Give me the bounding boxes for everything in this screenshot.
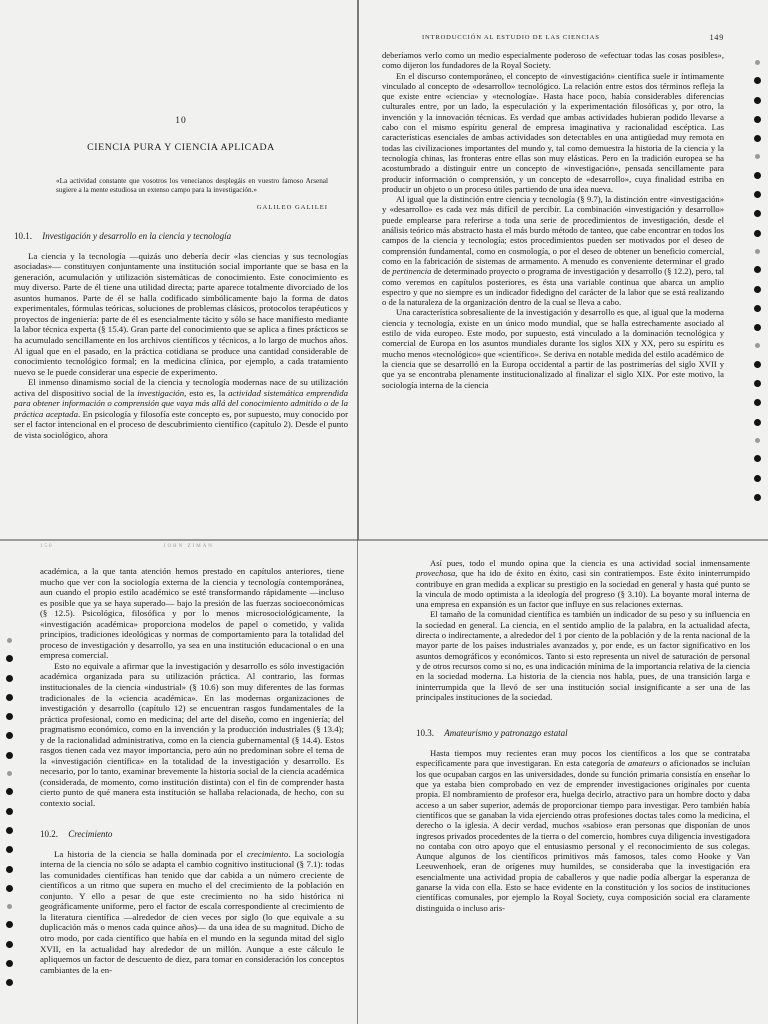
paragraph	[416, 558, 750, 609]
page-bottom-left	[0, 540, 358, 1024]
text-run: La historia de la ciencia se halla dominada por el	[54, 848, 248, 859]
page-number: 150	[40, 544, 54, 549]
binding-hole	[754, 172, 761, 179]
section-title: Crecimiento	[68, 828, 113, 839]
text-run: Al igual que la distinción entre ciencia y tecnología (§ 9.7), la distinción entre «investigación» y «desarrollo» es cada vez más difícil de percibir. La combinación «investigación y desarrollo» puede emplearse para referirse a toda una serie de procedimientos de investigación, desde el análisis teórico más abstracto hasta el más burdo método de tanteo, que cabe encontrar en todos los campos de la ciencia y tecnología; estos procedimientos pueden ser motivados por el deseo de comprensión fundamental, como en cosmología, o por el deseo de obtener un beneficio comercial, como en la fabricación de sistemas de armamento. A menudo es conveniente determinar el grado de	[382, 194, 724, 277]
epigraph-author: GALILEO GALILEI	[256, 203, 328, 211]
page-number: 149	[709, 33, 724, 42]
page-fold	[0, 539, 768, 541]
page-body	[416, 558, 750, 913]
running-head-title: INTRODUCCIÓN AL ESTUDIO DE LAS CIENCIAS	[422, 34, 600, 41]
text-run: o aficionados se incluían los que ocupaban cargos en las universidades, donde su función primaria consistía en enseñar lo que ya estaba bien comprobado en vez de emprender investigaciones originales por cuenta propia. El nombramiento de profesor era, huelga decirlo, atractivo para un hombre docto y daba acceso a un saber superior, además de proporcionar tiempo para investigar. Pero también había científicos que se ganaban la vida ejerciendo otras profesiones doctas tales como la medicina, el derecho o la iglesia. A decir verdad, muchos «sabios» eran personas que disponían de unos ingresos privados procedentes de la tierra o del comercio, hombres cuya diligencia investigadora no contaba con otro apoyo que el entusiasmo personal y el reconocimiento de sus colegas. Aunque algunos de los científicos primitivos más famosos, tales como Hooke y Van Leeuwenhoek, eran de orígenes muy humildes, se consideraba que la investigación era esencialmente una actividad propia de caballeros y que nadie podía albergar la esperanza de ganarse la vida con ella. Esto se hace evidente en la constitución y los socios de instituciones científicas comunales, por ejemplo la Royal Society, cuya composición social era claramente distinguida o incluso aris-	[416, 758, 751, 913]
binding-hole	[754, 475, 761, 482]
text-run: . La sociología interna de la ciencia no sólo se adapta el cambio cognitivo institucional (§ 7.1): todas las comunidades científicas han tenido que dar cabida a un número creciente de científicos a un ritmo que supera en mucho el del crecimiento de la población en conjunto. Y ello a pesar de que este crecimiento no ha sido histórica ni geográficamente uniforme, pero el factor de escala correspondiente al crecimiento de la literatura científica —alrededor de cien veces por siglo (lo que equivale a su duplicación más o menos cada quince años)— da una idea de su magnitud. Dicho de otro modo, por cada científico que había en el mundo en la segunda mitad del siglo XVII, en la actualidad hay alrededor de un millón. Aunque a este cálculo le apliquemos un factor de descuento de diez, para tomar en consideración los conceptos cambiantes de la en-	[40, 848, 344, 975]
binding-hole	[754, 361, 761, 368]
binding-hole	[6, 960, 13, 967]
binding-holes-right	[754, 60, 764, 513]
binding-hole	[6, 713, 13, 720]
text-run: El inmenso dinamismo social de la ciencia y tecnología modernas nace de su utilización activa del dispositivo social de la	[14, 377, 348, 398]
emphasis: crecimiento	[247, 848, 289, 859]
binding-hole	[754, 286, 761, 293]
binding-hole	[6, 846, 13, 853]
paragraph	[416, 748, 750, 913]
binding-hole	[6, 885, 13, 892]
binding-hole	[6, 694, 13, 701]
running-head	[40, 540, 344, 558]
paragraph: académica, a la que tanta atención hemos prestado en capítulos anteriores, tiene mucho que ver con la sociología externa de la ciencia y tecnología contemporánea, aun cuando el propio estilo académico se esté transformando rápidamente —incluso es posible que ya se haya superado— bajo la presión de las fuerzas socioeconómicas (§ 12.5). Psicológica, filosófica y por lo menos microsociológicamente, la «investigación académica» proporciona modelos de papel o cometido, y valida principios, tradiciones ideológicas y normas de comportamiento para la totalidad del proceso de investigación y desarrollo, ya sea en una institución educacional o en una empresa comercial.	[40, 566, 344, 661]
page-bottom-right	[358, 540, 768, 1024]
binding-hole	[6, 866, 13, 873]
binding-hole	[754, 97, 761, 104]
paragraph	[14, 377, 348, 440]
text-run: Así pues, todo el mundo opina que la ciencia es una actividad social inmensamente	[430, 558, 750, 568]
paragraph: Una característica sobresaliente de la investigación y desarrollo es que, al igual que la moderna ciencia y tecnología, existe en un único modo mundial, que se halla estrechamente asociado al estilo de vida europeo. Este modo, por supuesto, está vinculado a la dominación tecnológica y comercial de Europa en los asuntos mundiales durante los siglos XIX y XX, pero su espíritu es mucho menos «tecnológico» que «científico». Se deriva en notable medida del estilo académico de la ciencia que se desarrolló en la Europa occidental a partir de las postrimerías del siglo XVII y que ya se encontraba plenamente institucionalizado al finalizar el siglo XIX. Por este motivo, la sociología interna de la ciencia	[382, 307, 724, 390]
chapter-title: CIENCIA PURA Y CIENCIA APLICADA	[87, 142, 275, 153]
binding-hole	[6, 941, 13, 948]
binding-hole	[755, 343, 760, 348]
paragraph: En el discurso contemporáneo, el concepto de «investigación» científica suele ir íntimamente vinculado al concepto de «desarrollo» tecnológico. La relación entre estos dos términos refleja la que existe entre «ciencia» y «tecnología». Hasta hace poco, había considerables diferencias culturales entre, por un lado, la especulación y la experimentación filosóficas y, por otro, la invención y la innovación técnicas. Es verdad que ambas actividades hubieran podido llevarse a cabo con el mismo espíritu general de empresa imaginativa y racionalidad escéptica. Las características esenciales de ambas actividades son detectables en una antigüedad muy remota en todas las civilizaciones importantes del mundo y, tal como demuestra la historia de la ciencia y la tecnología chinas, las fronteras entre ellas son muy elásticas. Pero en la tradición europea se ha acostumbrado a distinguir entre un concepto de «investigación», pensada sencillamente para producir información o comprensión, y un concepto de «desarrollo», cuya finalidad estriba en producir un objeto o un proceso útiles partiendo de una idea nueva.	[382, 70, 724, 194]
binding-hole	[754, 455, 761, 462]
binding-hole	[755, 154, 760, 159]
binding-hole	[754, 419, 761, 426]
running-head	[382, 34, 724, 50]
binding-hole	[6, 732, 13, 739]
binding-hole	[754, 191, 761, 198]
section-number: 10.1.	[14, 230, 32, 241]
binding-hole	[754, 266, 761, 273]
binding-hole	[6, 827, 13, 834]
binding-hole	[6, 979, 13, 986]
binding-hole	[6, 788, 13, 795]
section-number: 10.3.	[416, 728, 434, 739]
paragraph	[382, 194, 724, 307]
section-heading-10-2	[40, 829, 344, 839]
paragraph: El tamaño de la comunidad científica es también un indicador de su peso y su influencia en la sociedad en general. La ciencia, en el sentido amplio de la palabra, en la actualidad afecta, directa o indirectamente, a alrededor del 1 por ciento de la población y de la renta nacional de la mayor parte de los países industriales avanzados y, por ende, es un factor significativo en los asuntos demográficos y económicos. Tanto si esto representa un nivel de saturación de personal y de otros recursos como si no, es una indicación mínima de la importancia relativa de la ciencia en la sociedad moderna. La historia de la ciencia nos habla, pues, de una transición larga e ininterrumpida que la llevó de ser una institución social insignificante a ser una de las principales instituciones de la sociedad.	[416, 609, 750, 702]
binding-hole	[755, 249, 760, 254]
section-title: Amateurismo y patronazgo estatal	[444, 728, 568, 739]
binding-hole	[6, 808, 13, 815]
running-head-title: JOHN ZIMAN	[163, 544, 214, 549]
page-top-left	[0, 0, 358, 540]
binding-hole	[754, 494, 761, 501]
binding-hole	[6, 752, 13, 759]
section-heading-10-3	[416, 728, 750, 738]
binding-hole	[754, 380, 761, 387]
binding-hole	[754, 399, 761, 406]
emphasis: investigación	[137, 387, 185, 398]
binding-hole	[754, 116, 761, 123]
binding-hole	[754, 210, 761, 217]
binding-hole	[754, 324, 761, 331]
paragraph	[40, 849, 344, 976]
binding-hole	[755, 60, 760, 65]
text-run: , que ha ido de éxito en éxito, casi sin contratiempos. Este éxito ininterrumpido contribuye en gran medida a explicar su prestigio en la sociedad en general y hasta qué punto se la vincula de modo optimista a la ideología del progreso (§ 3.10). La boyante moral interna de una empresa en expansión es un factor que influye en sus relaciones externas.	[416, 568, 750, 610]
paragraph: La ciencia y la tecnología —quizás uno debería decir «las ciencias y sus tecnologías asociadas»— constituyen conjuntamente una institución social importante que se basa en la generación, acumulación y utilización sistemáticas de conocimiento. Este conocimiento es muy diverso. Parte de él tiene una utilidad directa; parte aparece totalmente divorciado de los asuntos humanos. Parte de él se halla codificado simbólicamente bajo la forma de datos experimentales, fórmulas teóricas, soluciones de problemas clásicos, protocolos terapéuticos y proyectos de ingeniería: parte de él es esencialmente tácito y sólo se hace manifiesto mediante la labor técnica experta (§ 15.4). Gran parte del conocimiento que se aplica a fines prácticos se ha acumulado sencillamente en los archivos científicos y técnicos, a lo largo de muchos años. Al igual que en el pasado, en la práctica cotidiana se produce una cantidad considerable de conocimiento tecnológico formal; en la medicina clínica, por ejemplo, a cada tratamiento nuevo se le puede considerar una especie de experimento.	[14, 250, 348, 377]
section-heading-10-1	[14, 231, 348, 241]
binding-hole	[7, 904, 12, 909]
binding-hole	[754, 230, 761, 237]
binding-hole	[754, 77, 761, 84]
binding-hole	[6, 921, 13, 928]
text-run: . En psicología y filosofía este concepto es, por supuesto, muy conocido por ser el factor intencional en el proceso de descubrimiento científico (capítulo 2). Desde el punto de vista sociológico, ahora	[14, 408, 349, 440]
binding-hole	[754, 305, 761, 312]
binding-hole	[6, 675, 13, 682]
section-title: Investigación y desarrollo en la ciencia y tecnología	[42, 230, 232, 241]
binding-hole	[6, 655, 13, 662]
section-number: 10.2.	[40, 828, 58, 839]
binding-hole	[7, 771, 12, 776]
page-top-right	[358, 0, 768, 540]
emphasis: amateurs	[627, 758, 660, 769]
binding-hole	[7, 638, 12, 643]
emphasis: actividad sistemática emprendida para obtener información o comprensión que vaya más allá del conocimiento admitido o de la práctica aceptada	[14, 387, 349, 419]
binding-hole	[755, 438, 760, 443]
text-run: Hasta tiempos muy recientes eran muy pocos los científicos a los que se contrataba específicamente para que investigaran. En esta categoría de	[416, 748, 750, 769]
emphasis: provechosa	[416, 568, 456, 579]
binding-holes-left	[6, 638, 16, 999]
page-body	[40, 566, 344, 975]
paragraph: deberíamos verlo como un medio especialmente poderoso de «efectuar todas las cosas posibles», como dijeron los fundadores de la Royal Society.	[382, 50, 724, 71]
text-run: , esto es, la	[184, 387, 229, 398]
chapter-number: 10	[175, 116, 187, 126]
paragraph: Esto no equivale a afirmar que la investigación y desarrollo es sólo investigación académica organizada para su utilización práctica. Al contrario, las formas institucionales de la ciencia «industrial» (§ 10.6) son muy diferentes de las formas tradicionales de la «ciencia académica». En las modernas organizaciones de investigación y desarrollo (capítulo 12) se encuentran rasgos fundamentales de la práctica profesional, como en medicina; del arte del diseño, como en ingeniería; del pragmatismo económico, como en la invención y la producción industriales (§ 13.4); y de la racionalidad administrativa, como en la ciencia gubernamental (§ 14.4). Estos rasgos tienen cada vez mayor importancia, pero aún no predominan sobre el tema de la «investigación científica» en la totalidad de la investigación y desarrollo. Es necesario, por lo tanto, examinar brevemente la historia social de la ciencia académica (considerada, de momento, como institución distinta) con el fin de comprender hasta cierto punto de qué manera esta institución se hallaba relacionada, de hecho, con su contexto social.	[40, 660, 344, 809]
emphasis: pertinencia	[392, 266, 432, 277]
page-gutter	[357, 0, 359, 540]
binding-hole	[754, 135, 761, 142]
page-gutter	[357, 540, 358, 1024]
epigraph: «La actividad constante que vosotros los venecianos desplegáis en vuestro famoso Arsenal sugiere a la mente estudiosa un extenso campo para la investigación.»	[56, 177, 328, 195]
text-run: de determinado proyecto o programa de investigación y desarrollo (§ 12.2), pero, tal como veremos en capítulos posteriores, es ésta una variable continua que abarca un amplio espectro y que no siempre es un indicador fidedigno del carácter de la labor que se está realizando o de la naturaleza de la organización dentro de la cual se lleva a cabo.	[382, 266, 724, 308]
